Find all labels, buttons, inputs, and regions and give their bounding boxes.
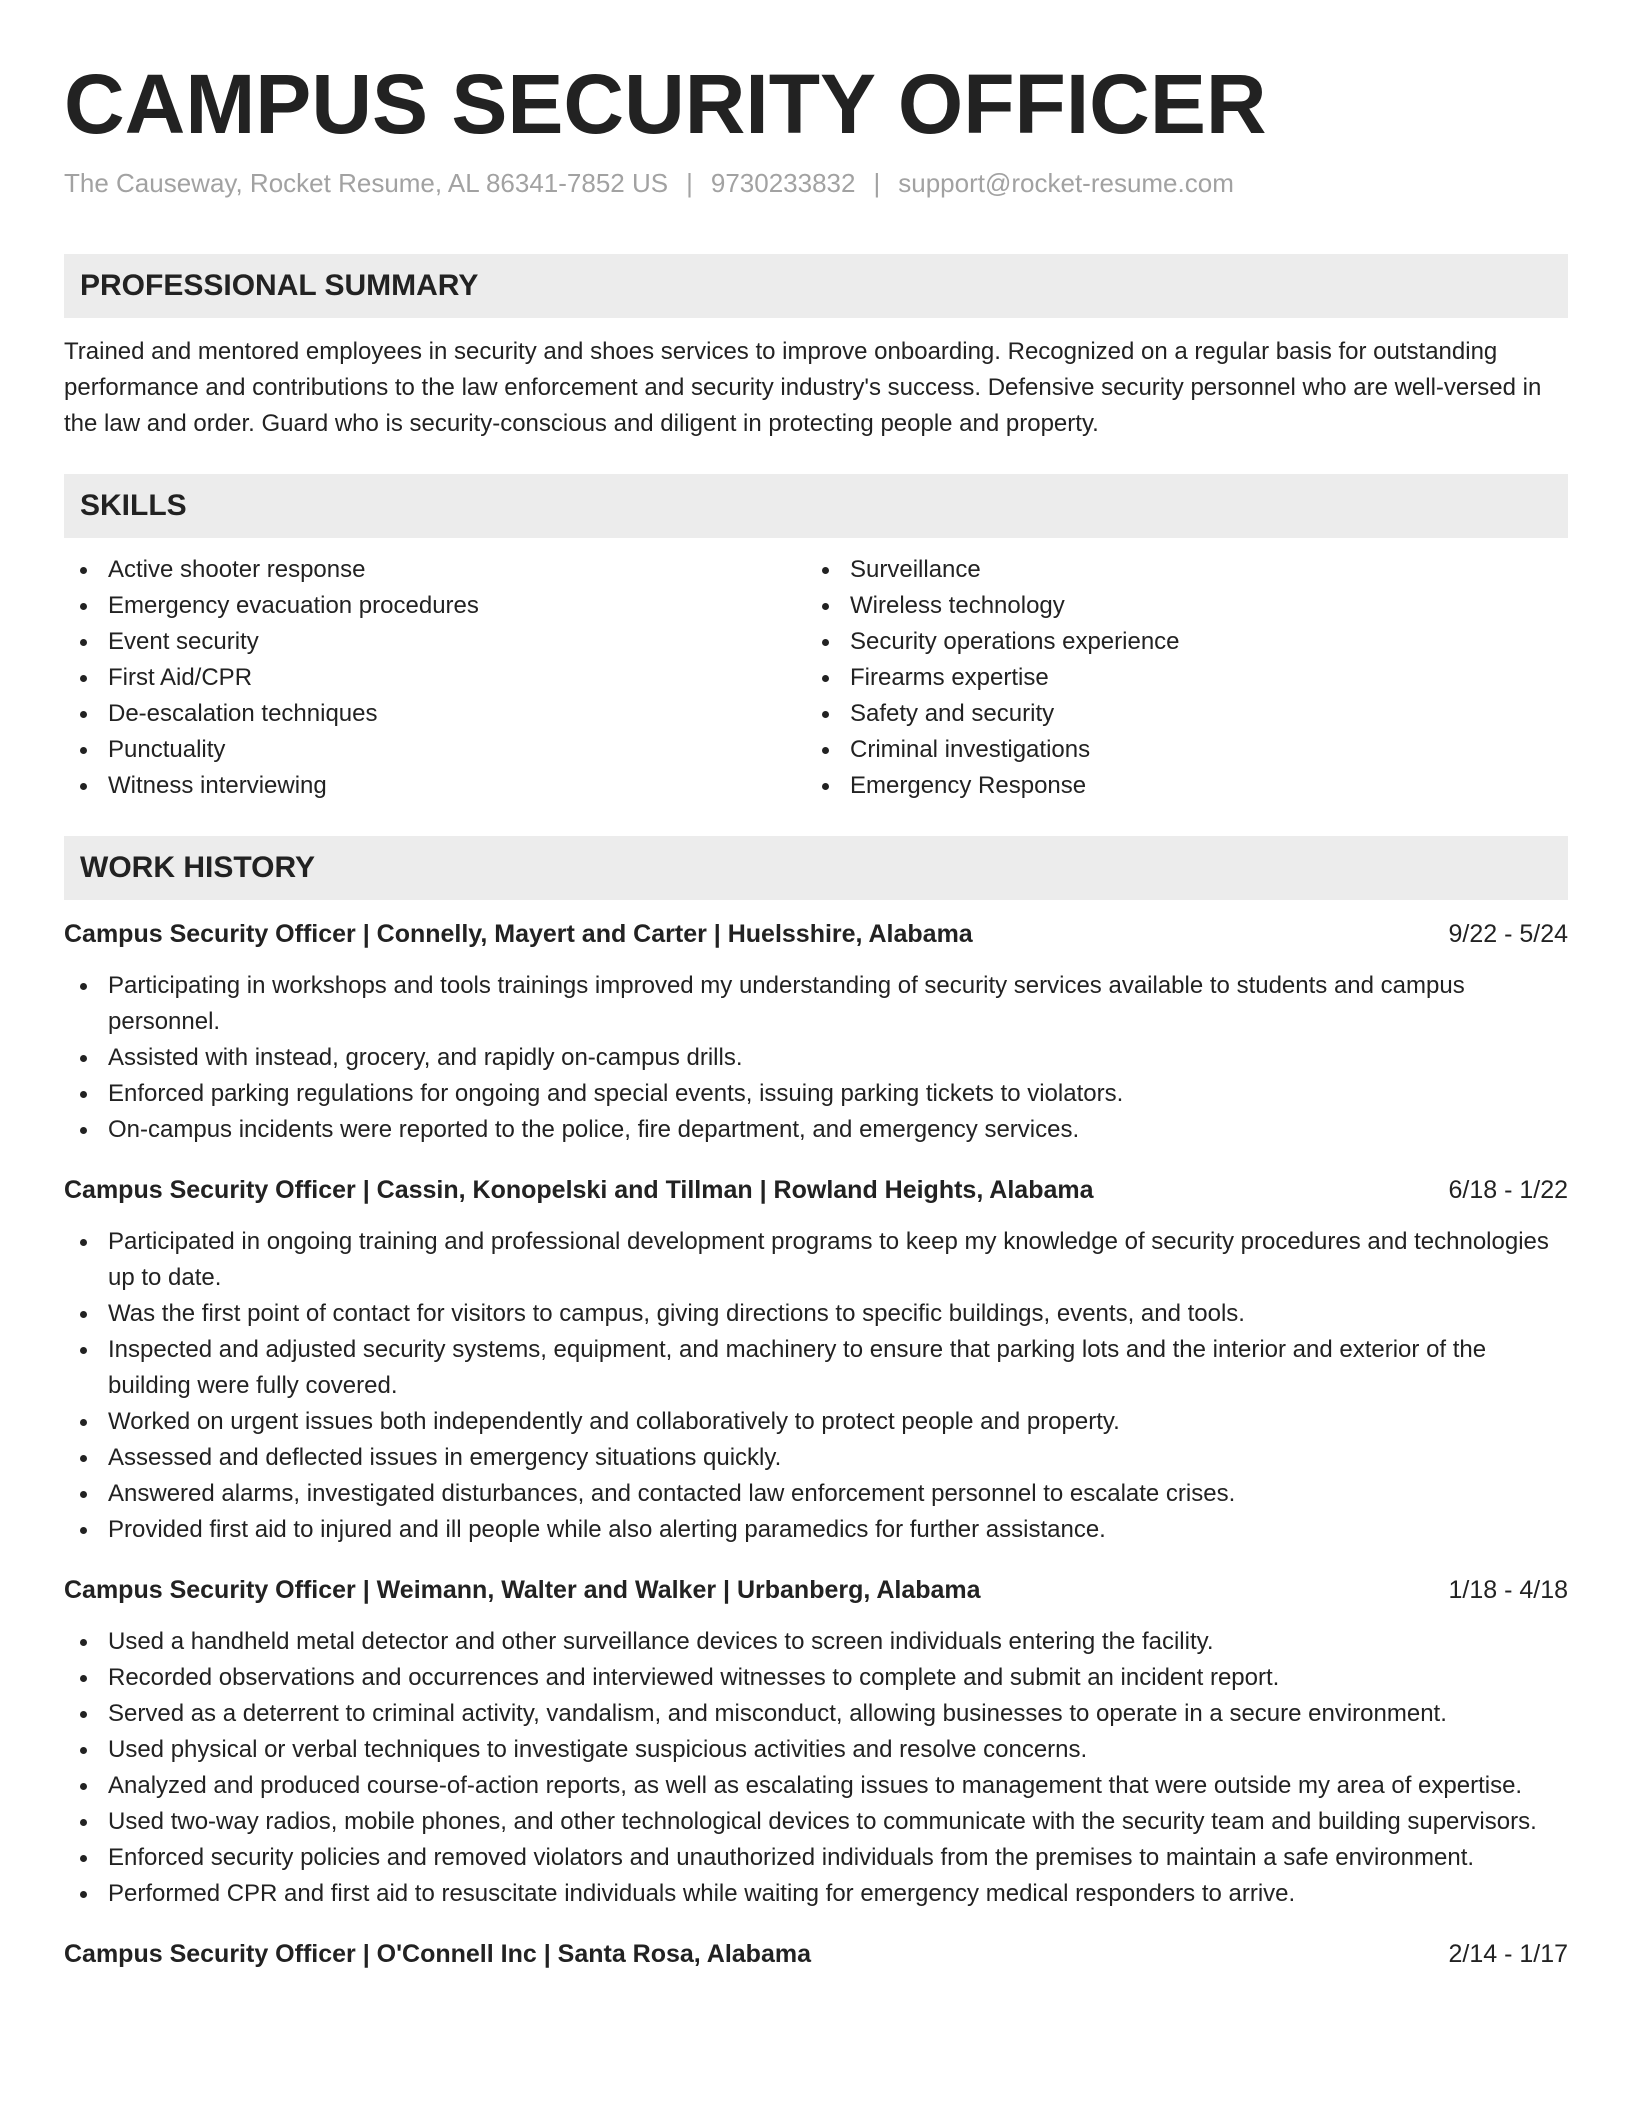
job-bullet: Served as a deterrent to criminal activity, vandalism, and misconduct, allowing businesses to operate in a secure environment. (64, 1696, 1568, 1732)
job-bullet: Enforced security policies and removed violators and unauthorized individuals from the premises to maintain a safe environment. (64, 1840, 1568, 1876)
skill-item: Emergency evacuation procedures (64, 588, 806, 624)
job-bullet: On-campus incidents were reported to the police, fire department, and emergency services. (64, 1112, 1568, 1148)
job-heading: Campus Security Officer | Cassin, Konopelski and Tillman | Rowland Heights, Alabama (64, 1176, 1094, 1204)
skill-item: Witness interviewing (64, 768, 806, 804)
skill-item: Wireless technology (806, 588, 1548, 624)
skill-item: First Aid/CPR (64, 660, 806, 696)
job-entry (64, 1572, 1568, 1912)
contact-separator: | (873, 168, 881, 198)
job-bullet: Analyzed and produced course-of-action reports, as well as escalating issues to management that were outside my area of expertise. (64, 1768, 1568, 1804)
skills-column-right (806, 552, 1548, 804)
job-bullet: Enforced parking regulations for ongoing and special events, issuing parking tickets to violators. (64, 1076, 1568, 1112)
job-bullet: Performed CPR and first aid to resuscitate individuals while waiting for emergency medical responders to arrive. (64, 1876, 1568, 1912)
job-header (64, 1572, 1568, 1608)
job-bullet: Answered alarms, investigated disturbances, and contacted law enforcement personnel to escalate crises. (64, 1476, 1568, 1512)
job-header (64, 1172, 1568, 1208)
job-header (64, 1936, 1568, 1972)
contact-email[interactable]: support@rocket-resume.com (898, 168, 1234, 198)
job-bullets (64, 1624, 1568, 1912)
skill-item: Safety and security (806, 696, 1548, 732)
section-header-skills: SKILLS (64, 474, 1568, 538)
job-bullet: Provided first aid to injured and ill people while also alerting paramedics for further assistance. (64, 1512, 1568, 1548)
job-bullet: Used physical or verbal techniques to investigate suspicious activities and resolve concerns. (64, 1732, 1568, 1768)
job-bullets (64, 1224, 1568, 1548)
skill-item: De-escalation techniques (64, 696, 806, 732)
skills-column-left (64, 552, 806, 804)
job-bullet: Was the first point of contact for visitors to campus, giving directions to specific buildings, events, and tools. (64, 1296, 1568, 1332)
skills-list (64, 552, 1568, 804)
skill-item: Firearms expertise (806, 660, 1548, 696)
summary-text: Trained and mentored employees in security and shoes services to improve onboarding. Recognized on a regular basis for outstanding performance and contributions to the law enforcement and security industry's success. Defensive security personnel who are well-versed in the law and order. Guard who is security-conscious and diligent in protecting people and property. (64, 338, 1542, 437)
skill-item: Criminal investigations (806, 732, 1548, 768)
job-entry (64, 1936, 1568, 1972)
contact-address: The Causeway, Rocket Resume, AL 86341-7852 US (64, 168, 669, 198)
job-bullets (64, 968, 1568, 1148)
contact-phone: 9730233832 (710, 168, 856, 198)
job-bullet: Participated in ongoing training and professional development programs to keep my knowledge of security procedures and technologies up to date. (64, 1224, 1568, 1296)
contact-separator: | (686, 168, 693, 198)
skill-item: Event security (64, 624, 806, 660)
job-heading: Campus Security Officer | Connelly, Mayert and Carter | Huelsshire, Alabama (64, 920, 973, 948)
job-bullet: Inspected and adjusted security systems, equipment, and machinery to ensure that parking lots and the interior and exterior of the building were fully covered. (64, 1332, 1568, 1404)
candidate-title: CAMPUS SECURITY OFFICER (64, 57, 1267, 151)
skill-item: Security operations experience (806, 624, 1548, 660)
job-heading: Campus Security Officer | Weimann, Walter and Walker | Urbanberg, Alabama (64, 1576, 981, 1604)
skill-item: Surveillance (806, 552, 1548, 588)
job-dates: 9/22 - 5/24 (1448, 920, 1568, 948)
job-bullet: Used two-way radios, mobile phones, and other technological devices to communicate with the security team and building supervisors. (64, 1804, 1568, 1840)
section-header-summary: PROFESSIONAL SUMMARY (64, 254, 1568, 318)
job-bullet: Assisted with instead, grocery, and rapidly on-campus drills. (64, 1040, 1568, 1076)
job-bullet: Worked on urgent issues both independently and collaboratively to protect people and property. (64, 1404, 1568, 1440)
job-bullet: Participating in workshops and tools trainings improved my understanding of security services available to students and campus personnel. (64, 968, 1568, 1040)
section-header-work-history: WORK HISTORY (64, 836, 1568, 900)
job-bullet: Assessed and deflected issues in emergency situations quickly. (64, 1440, 1568, 1476)
skill-item: Active shooter response (64, 552, 806, 588)
skill-item: Emergency Response (806, 768, 1548, 804)
job-heading: Campus Security Officer | O'Connell Inc | Santa Rosa, Alabama (64, 1940, 811, 1968)
skill-item: Punctuality (64, 732, 806, 768)
job-dates: 2/14 - 1/17 (1448, 1940, 1568, 1968)
job-entry (64, 916, 1568, 1148)
job-dates: 6/18 - 1/22 (1448, 1176, 1568, 1204)
job-entry (64, 1172, 1568, 1548)
contact-line (64, 166, 1568, 200)
job-bullet: Used a handheld metal detector and other surveillance devices to screen individuals entering the facility. (64, 1624, 1568, 1660)
job-bullet: Recorded observations and occurrences and interviewed witnesses to complete and submit an incident report. (64, 1660, 1568, 1696)
job-header (64, 916, 1568, 952)
job-dates: 1/18 - 4/18 (1448, 1576, 1568, 1604)
